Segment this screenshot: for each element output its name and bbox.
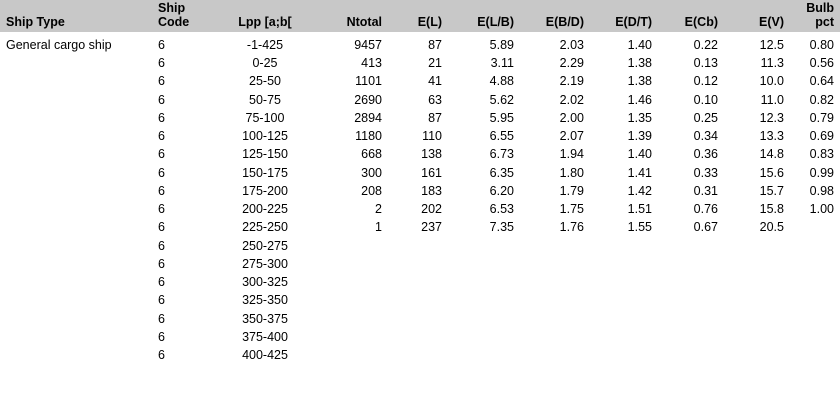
cell-e-l — [388, 347, 448, 365]
cell-e-b-d: 1.75 — [559, 202, 584, 216]
cell-e-d-t — [590, 311, 658, 329]
cell-ship-code: 6 — [158, 220, 165, 235]
cell-ship-type — [0, 73, 152, 91]
cell-e-l: 63 — [428, 92, 442, 107]
cell-bulb-pct: 1.00 — [809, 202, 834, 216]
cell-e-l: 183 — [421, 183, 442, 198]
cell-ntotal: 2 — [375, 202, 382, 216]
cell-bulb-pct: 0.83 — [809, 147, 834, 162]
cell-ship-type — [0, 238, 152, 256]
column-header-lpp-line1: Lpp [a;b[ — [238, 15, 292, 30]
cell-e-l: 41 — [428, 74, 442, 89]
column-header-ship-type — [0, 0, 152, 32]
column-header-e-l-line1: E(L) — [417, 15, 442, 30]
column-header-ship-code-line1: Ship — [158, 1, 186, 15]
cell-e-cb — [658, 274, 724, 292]
table-row — [0, 311, 840, 329]
cell-lpp: 25-50 — [249, 74, 281, 89]
table-row — [0, 238, 840, 256]
cell-e-l — [388, 274, 448, 292]
cell-lpp: 200-225 — [242, 202, 288, 216]
cell-e-l-b: 6.20 — [489, 183, 514, 198]
cell-e-l-b — [448, 329, 520, 347]
cell-e-cb — [658, 256, 724, 274]
cell-ship-type — [0, 55, 152, 73]
cell-e-l — [388, 329, 448, 347]
cell-e-cb: 0.33 — [693, 165, 718, 180]
cell-ship-type — [0, 256, 152, 274]
cell-e-l-b: 6.55 — [489, 129, 514, 143]
cell-e-d-t: 1.40 — [627, 147, 652, 162]
cell-e-l: 202 — [421, 202, 442, 216]
cell-bulb-pct: 0.98 — [809, 183, 834, 198]
cell-e-v — [724, 347, 790, 365]
column-header-e-cb — [658, 0, 724, 32]
cell-bulb-pct — [790, 311, 840, 329]
cell-lpp: 350-375 — [242, 311, 288, 326]
column-header-e-cb-line1: E(Cb) — [684, 15, 718, 30]
cell-ntotal: 1180 — [355, 129, 382, 143]
column-header-e-d-t-line1: E(D/T) — [615, 15, 652, 30]
cell-e-b-d: 2.07 — [559, 129, 584, 143]
cell-ship-type — [0, 311, 152, 329]
cell-e-l: 161 — [421, 165, 442, 180]
cell-lpp: 275-300 — [242, 256, 288, 271]
cell-e-b-d: 2.03 — [559, 37, 584, 52]
cell-e-d-t — [590, 256, 658, 274]
cell-e-v: 13.3 — [759, 129, 784, 143]
cell-ship-type — [0, 201, 152, 219]
cell-e-l-b: 6.35 — [489, 165, 514, 180]
cell-bulb-pct: 0.64 — [809, 74, 834, 89]
cell-e-l — [388, 238, 448, 256]
cell-ntotal — [318, 274, 388, 292]
cell-lpp: 400-425 — [242, 348, 288, 362]
cell-e-d-t: 1.42 — [627, 183, 652, 198]
column-header-ship-type-line1: Ship Type — [6, 15, 65, 30]
cell-e-b-d — [520, 256, 590, 274]
cell-e-v: 12.5 — [759, 37, 784, 52]
column-header-e-d-t — [590, 0, 658, 32]
cell-ntotal: 2690 — [354, 92, 382, 107]
cell-ntotal: 668 — [361, 147, 382, 162]
cell-ship-code: 6 — [158, 238, 165, 253]
cell-bulb-pct: 0.79 — [809, 110, 834, 125]
cell-ship-code: 6 — [158, 92, 165, 107]
cell-ntotal — [318, 256, 388, 274]
cell-ship-type — [0, 146, 152, 164]
cell-ship-type — [0, 292, 152, 310]
cell-e-l-b: 6.73 — [489, 147, 514, 162]
cell-e-b-d: 2.02 — [559, 92, 584, 107]
table-row — [0, 329, 840, 347]
table-row — [0, 128, 840, 146]
cell-e-d-t — [590, 292, 658, 310]
table-row — [0, 183, 840, 201]
column-header-ship-code-line2: Code — [158, 15, 190, 30]
table-row — [0, 201, 840, 219]
cell-e-l — [388, 311, 448, 329]
cell-e-v: 11.3 — [760, 56, 784, 70]
cell-e-v — [724, 256, 790, 274]
column-header-e-l-b-line1: E(L/B) — [477, 15, 514, 30]
cell-ntotal — [318, 238, 388, 256]
cell-e-l — [388, 256, 448, 274]
cell-e-v: 11.0 — [760, 92, 784, 107]
cell-ship-type — [0, 183, 152, 201]
cell-e-l: 21 — [428, 56, 442, 70]
cell-lpp: 125-150 — [242, 147, 288, 162]
cell-lpp: 0-25 — [252, 56, 278, 70]
cell-ship-code: 6 — [158, 129, 165, 143]
cell-lpp: 225-250 — [242, 220, 288, 235]
cell-e-d-t: 1.38 — [627, 74, 652, 89]
cell-ntotal — [318, 329, 388, 347]
cell-bulb-pct — [790, 238, 840, 256]
cell-e-v: 15.6 — [759, 165, 784, 180]
cell-lpp: 375-400 — [242, 329, 288, 344]
cell-ship-type — [0, 347, 152, 365]
cell-e-b-d: 2.19 — [559, 74, 584, 89]
cell-e-l: 110 — [422, 129, 442, 143]
cell-e-b-d — [520, 311, 590, 329]
cell-e-l-b: 4.88 — [489, 74, 514, 89]
column-header-e-b-d-line1: E(B/D) — [545, 15, 584, 30]
cell-e-v: 12.3 — [759, 110, 784, 125]
cell-ship-code: 6 — [158, 147, 165, 162]
cell-e-b-d: 1.76 — [559, 220, 584, 235]
cell-e-v — [724, 274, 790, 292]
cell-bulb-pct: 0.56 — [809, 56, 834, 70]
cell-lpp: 325-350 — [242, 293, 288, 308]
column-header-e-l — [388, 0, 448, 32]
cell-e-v — [724, 329, 790, 347]
cell-e-d-t — [590, 274, 658, 292]
column-header-ntotal — [318, 0, 388, 32]
cell-ship-type — [0, 128, 152, 146]
cell-e-b-d — [520, 274, 590, 292]
cell-e-l — [388, 292, 448, 310]
cell-e-l-b — [448, 238, 520, 256]
table-row — [0, 274, 840, 292]
cell-e-l-b: 5.62 — [489, 92, 514, 107]
cell-e-l: 87 — [428, 37, 442, 52]
cell-e-b-d: 1.79 — [559, 183, 584, 198]
cell-e-d-t — [590, 329, 658, 347]
cell-e-d-t: 1.55 — [627, 220, 652, 235]
cell-ship-type — [0, 110, 152, 128]
cell-e-d-t: 1.38 — [627, 56, 652, 70]
table-body — [0, 32, 840, 366]
cell-bulb-pct: 0.80 — [809, 37, 834, 52]
cell-ship-code: 6 — [158, 256, 165, 271]
column-header-bulb-pct-line1: Bulb — [806, 1, 834, 15]
cell-lpp: 150-175 — [242, 165, 288, 180]
cell-e-d-t: 1.35 — [627, 110, 652, 125]
cell-e-l-b — [448, 347, 520, 365]
cell-ship-type — [0, 329, 152, 347]
column-header-ntotal-line1: Ntotal — [346, 15, 382, 30]
cell-e-v: 20.5 — [759, 220, 784, 235]
cell-e-l: 138 — [421, 147, 442, 162]
cell-e-cb: 0.34 — [693, 129, 718, 143]
cell-ntotal: 1 — [375, 220, 382, 235]
cell-ntotal: 9457 — [354, 37, 382, 52]
cell-e-b-d: 2.29 — [559, 56, 584, 70]
table-row — [0, 73, 840, 91]
cell-ntotal: 2894 — [354, 110, 382, 125]
cell-lpp: 175-200 — [242, 183, 288, 198]
table-row — [0, 219, 840, 237]
cell-bulb-pct — [790, 256, 840, 274]
cell-e-cb — [658, 292, 724, 310]
cell-lpp: 75-100 — [245, 110, 285, 125]
cell-e-d-t: 1.39 — [627, 129, 652, 143]
cell-ntotal: 300 — [361, 165, 382, 180]
table-row — [0, 256, 840, 274]
cell-e-b-d: 1.80 — [559, 165, 584, 180]
table-row — [0, 347, 840, 365]
cell-bulb-pct — [790, 329, 840, 347]
cell-lpp: -1-425 — [246, 37, 284, 52]
cell-e-v: 14.8 — [759, 147, 784, 162]
cell-e-l-b: 6.53 — [489, 202, 514, 216]
cell-e-cb: 0.13 — [693, 56, 718, 70]
cell-ship-type — [0, 92, 152, 110]
cell-e-cb: 0.10 — [693, 92, 718, 107]
cell-ship-code: 6 — [158, 202, 165, 216]
column-header-e-b-d — [520, 0, 590, 32]
cell-ship-type — [0, 219, 152, 237]
column-header-e-v-line1: E(V) — [759, 15, 784, 30]
cell-e-v — [724, 238, 790, 256]
table-header-row — [0, 0, 840, 32]
cell-lpp: 100-125 — [242, 129, 288, 143]
table-row — [0, 37, 840, 55]
cell-e-d-t: 1.40 — [627, 37, 652, 52]
cell-e-b-d — [520, 347, 590, 365]
cell-e-v — [724, 311, 790, 329]
cell-e-l: 237 — [421, 220, 442, 235]
cell-ship-code: 6 — [158, 74, 165, 89]
cell-e-cb: 0.31 — [693, 183, 718, 198]
cell-ship-code: 6 — [158, 165, 165, 180]
table-row — [0, 292, 840, 310]
cell-e-l-b — [448, 256, 520, 274]
cell-ship-code: 6 — [158, 311, 165, 326]
cell-e-b-d — [520, 292, 590, 310]
cell-ntotal: 413 — [361, 56, 382, 70]
cell-e-cb — [658, 238, 724, 256]
cell-ntotal — [318, 347, 388, 365]
cell-e-cb: 0.12 — [693, 74, 718, 89]
cell-e-v: 15.7 — [759, 183, 784, 198]
cell-e-d-t: 1.41 — [627, 165, 652, 180]
cell-ship-code: 6 — [158, 56, 165, 70]
cell-e-v: 15.8 — [759, 202, 784, 216]
cell-e-v — [724, 292, 790, 310]
table-row — [0, 55, 840, 73]
cell-e-l: 87 — [428, 110, 442, 125]
cell-ntotal — [318, 311, 388, 329]
cell-e-d-t — [590, 238, 658, 256]
cell-ntotal: 208 — [361, 183, 382, 198]
cell-e-cb: 0.25 — [693, 110, 718, 125]
cell-e-l-b: 7.35 — [489, 220, 514, 235]
cell-e-cb: 0.36 — [693, 147, 718, 162]
cell-ship-type: General cargo ship — [6, 37, 112, 52]
cell-e-cb: 0.67 — [693, 220, 718, 235]
cell-ship-code: 6 — [158, 110, 165, 125]
cell-ship-code: 6 — [158, 293, 165, 308]
cell-e-b-d — [520, 329, 590, 347]
table-row — [0, 110, 840, 128]
cell-ship-type — [0, 274, 152, 292]
column-header-bulb-pct — [790, 0, 840, 32]
cell-ship-code: 6 — [158, 329, 165, 344]
cell-e-d-t: 1.51 — [627, 202, 652, 216]
cell-e-cb — [658, 347, 724, 365]
cell-ship-type — [0, 165, 152, 183]
column-header-lpp — [212, 0, 318, 32]
cell-e-l-b: 3.11 — [490, 56, 514, 70]
cell-bulb-pct: 0.69 — [809, 129, 834, 143]
column-header-ship-code — [152, 0, 212, 32]
cell-bulb-pct — [790, 219, 840, 237]
cell-e-cb — [658, 329, 724, 347]
cell-ship-code: 6 — [158, 275, 165, 289]
cell-e-l-b — [448, 292, 520, 310]
cell-e-v: 10.0 — [759, 74, 784, 89]
cell-e-l-b — [448, 311, 520, 329]
cell-ship-code: 6 — [158, 37, 165, 52]
cell-e-b-d: 2.00 — [559, 110, 584, 125]
cell-ship-code: 6 — [158, 183, 165, 198]
table-row — [0, 92, 840, 110]
cell-ntotal — [318, 292, 388, 310]
column-header-bulb-pct-line2: pct — [815, 15, 834, 30]
cell-bulb-pct — [790, 347, 840, 365]
table-header — [0, 0, 840, 32]
cell-e-l-b: 5.89 — [489, 37, 514, 52]
cell-ship-code: 6 — [158, 348, 165, 362]
cell-e-b-d — [520, 238, 590, 256]
column-header-e-v — [724, 0, 790, 32]
table-row — [0, 165, 840, 183]
cell-bulb-pct — [790, 292, 840, 310]
cell-e-cb: 0.76 — [693, 202, 718, 216]
cell-ntotal: 1101 — [355, 74, 382, 89]
cell-bulb-pct — [790, 274, 840, 292]
cell-e-l-b: 5.95 — [489, 110, 514, 125]
cell-e-l-b — [448, 274, 520, 292]
cell-bulb-pct: 0.99 — [809, 165, 834, 180]
cell-e-cb: 0.22 — [693, 37, 718, 52]
cell-lpp: 250-275 — [242, 238, 288, 253]
cell-e-d-t — [590, 347, 658, 365]
cell-lpp: 50-75 — [249, 92, 281, 107]
cell-bulb-pct: 0.82 — [809, 92, 834, 107]
cell-lpp: 300-325 — [242, 275, 288, 289]
cell-e-d-t: 1.46 — [627, 92, 652, 107]
cell-e-b-d: 1.94 — [559, 147, 584, 162]
table-row — [0, 146, 840, 164]
column-header-e-l-b — [448, 0, 520, 32]
cell-e-cb — [658, 311, 724, 329]
